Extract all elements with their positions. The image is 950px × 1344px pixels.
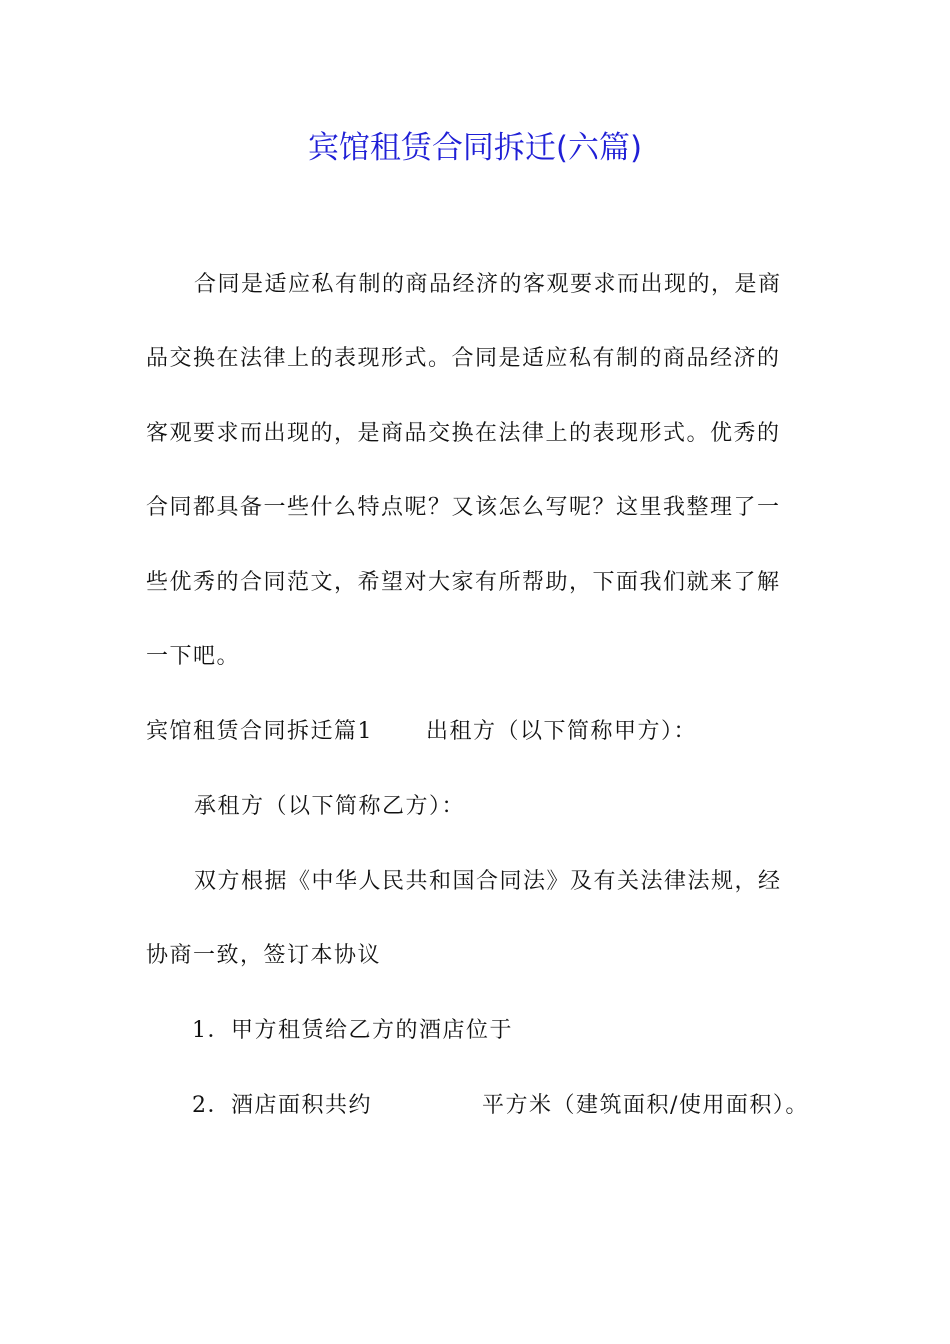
document-title: 宾馆租赁合同拆迁(六篇)	[307, 130, 643, 166]
basis-line-1: 双方根据《中华人民共和国合同法》及有关法律法规，经	[194, 869, 782, 894]
intro-line-6: 一下吧。	[146, 644, 241, 669]
section-heading: 宾馆租赁合同拆迁篇1	[146, 719, 373, 744]
intro-line-4: 合同都具备一些什么特点呢？又该怎么写呢？这里我整理了一	[146, 495, 781, 520]
item-1: 1．甲方租赁给乙方的酒店位于	[192, 1018, 513, 1043]
lessor-line: 出租方（以下简称甲方）：	[426, 719, 698, 744]
intro-line-1: 合同是适应私有制的商品经济的客观要求而出现的，是商	[194, 272, 782, 297]
item-2-prefix: 2．酒店面积共约	[192, 1093, 372, 1118]
basis-line-2: 协商一致，签订本协议	[146, 943, 382, 968]
intro-line-3: 客观要求而出现的，是商品交换在法律上的表现形式。优秀的	[146, 421, 781, 446]
item-2-suffix: 平方米（建筑面积/使用面积）。	[482, 1093, 809, 1118]
intro-line-2: 品交换在法律上的表现形式。合同是适应私有制的商品经济的	[146, 346, 781, 371]
lessee-line: 承租方（以下简称乙方）：	[194, 794, 466, 819]
intro-line-5: 些优秀的合同范文，希望对大家有所帮助，下面我们就来了解	[146, 570, 781, 595]
